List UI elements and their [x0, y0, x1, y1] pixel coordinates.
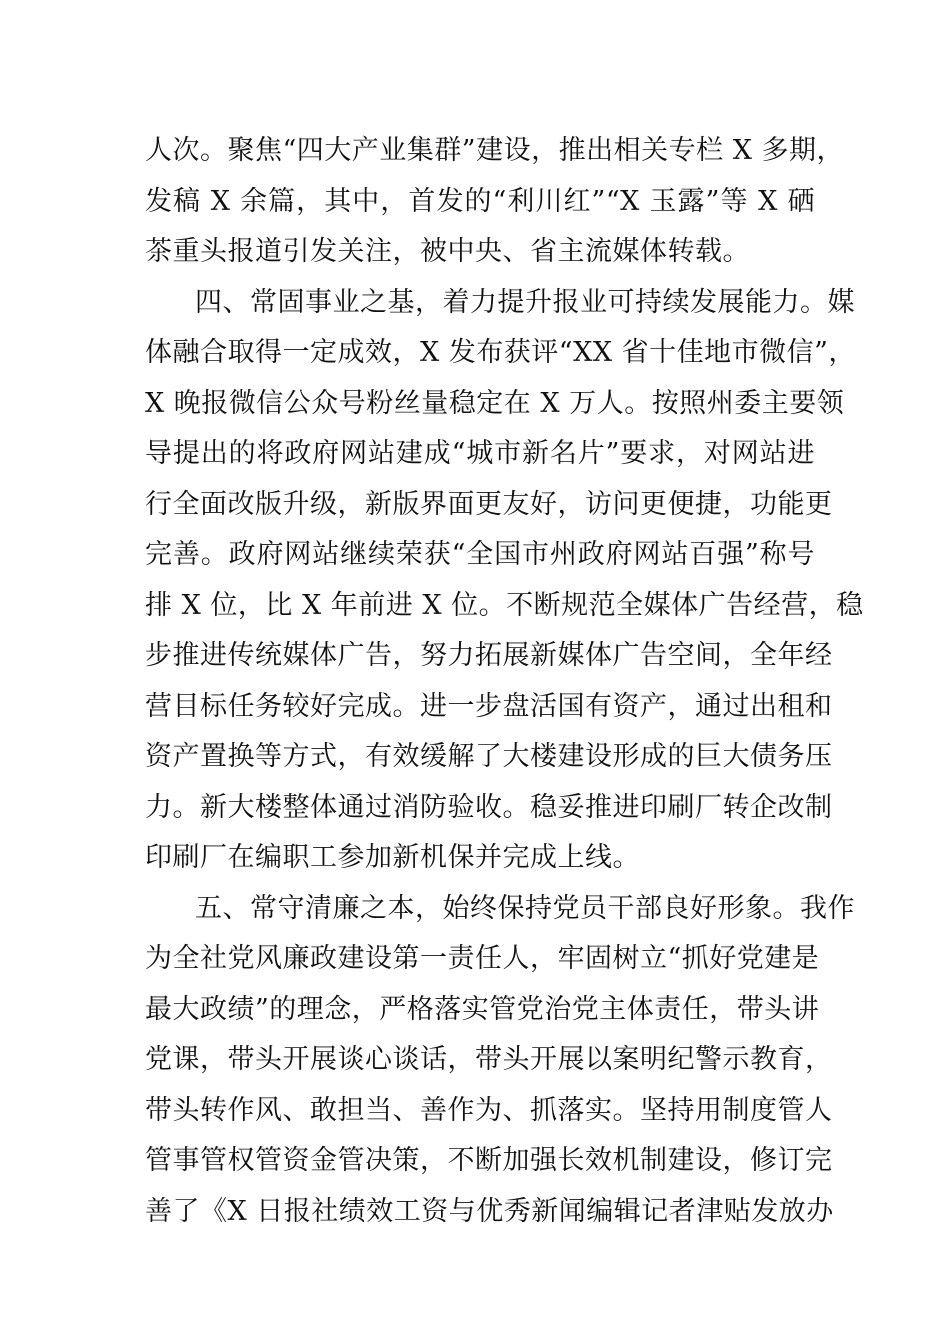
text-line: 善了《X 日报社绩效工资与优秀新闻编辑记者津贴发放办	[145, 1195, 834, 1227]
text-line: 印刷厂在编职工参加新机保并完成上线。	[145, 842, 640, 873]
text-line: 党课，带头开展谈心谈话，带头开展以案明纪警示教育，	[145, 1044, 833, 1075]
paragraph-five-start: 五、常守清廉之本，始终保持党员干部良好形象。我作	[195, 892, 855, 924]
text-line: 导提出的将政府网站建成“城市新名片”要求，对网站进	[145, 438, 815, 469]
text-line: 行全面改版升级，新版界面更友好，访问更便捷，功能更	[145, 488, 833, 520]
text-line: 最大政绩”的理念，严格落实管党治党主体责任，带头讲	[145, 993, 820, 1025]
paragraph-four-start: 四、常固事业之基，着力提升报业可持续发展能力。媒	[195, 286, 855, 318]
text-line: 体融合取得一定成效，X 发布获评“XX 省十佳地市微信”，	[145, 337, 856, 368]
text-line: 发稿 X 余篇，其中，首发的“利川红”“X 玉露”等 X 硒	[145, 185, 815, 217]
body-text	[145, 126, 864, 1237]
text-line: 力。新大楼整体通过消防验收。稳妥推进印刷厂转企改制	[145, 791, 833, 823]
text-line: X 晚报微信公众号粉丝量稳定在 X 万人。按照州委主要领	[145, 387, 845, 419]
text-line: 带头转作风、敢担当、善作为、抓落实。坚持用制度管人	[145, 1094, 833, 1126]
text-line: 管事管权管资金管决策，不断加强长效机制建设，修订完	[145, 1145, 833, 1176]
text-line: 茶重头报道引发关注，被中央、省主流媒体转载。	[145, 236, 750, 267]
text-line: 排 X 位，比 X 年前进 X 位。不断规范全媒体广告经营，稳	[145, 589, 864, 621]
text-line: 资产置换等方式，有效缓解了大楼建设形成的巨大债务压	[145, 741, 833, 772]
text-line: 人次。聚焦“四大产业集群”建设，推出相关专栏 X 多期，	[145, 135, 844, 166]
text-line: 步推进传统媒体广告，努力拓展新媒体广告空间，全年经	[145, 640, 833, 671]
text-line: 为全社党风廉政建设第一责任人，牢固树立“抓好党建是	[145, 943, 820, 974]
text-line: 营目标任务较好完成。进一步盘活国有资产，通过出租和	[145, 690, 833, 722]
text-line: 完善。政府网站继续荣获“全国市州政府网站百强”称号	[145, 539, 815, 570]
